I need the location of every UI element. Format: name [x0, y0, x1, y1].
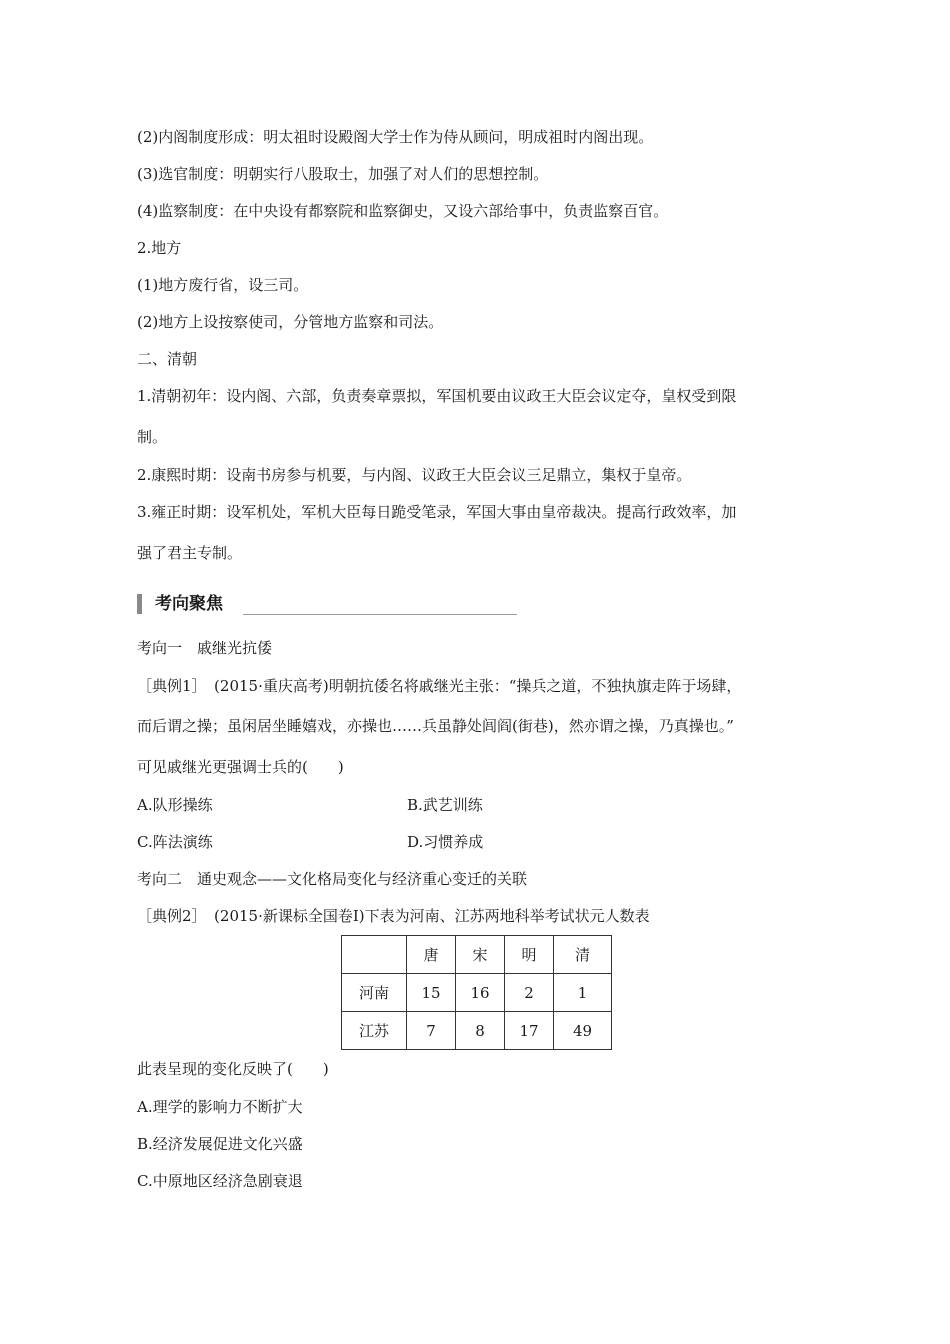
example-2-option-a: A.理学的影响力不断扩大 [137, 1098, 303, 1116]
ming-central-item-3: (3)选官制度：明朝实行八股取士，加强了对人们的思想控制。 [137, 165, 549, 183]
table-cell: 1 [554, 974, 612, 1012]
table-cell: 15 [407, 974, 456, 1012]
section-underline [243, 614, 517, 615]
table-row-label: 江苏 [342, 1012, 407, 1050]
ming-local-heading: 2.地方 [137, 239, 182, 257]
example-2-line-1: ［典例2］ (2015·新课标全国卷Ⅰ)下表为河南、江苏两地科举考试状元人数表 [137, 907, 650, 925]
ming-local-item-2: (2)地方上设按察使司，分管地方监察和司法。 [137, 313, 444, 331]
example-2-option-c: C.中原地区经济急剧衰退 [137, 1172, 303, 1190]
example-1-option-c: C.阵法演练 [137, 833, 213, 851]
direction-1-heading: 考向一 戚继光抗倭 [137, 639, 273, 657]
table-cell: 49 [554, 1012, 612, 1050]
example-2-option-b: B.经济发展促进文化兴盛 [137, 1135, 303, 1153]
direction-2-heading: 考向二 通史观念——文化格局变化与经济重心变迁的关联 [137, 870, 528, 888]
table-header-row [342, 936, 612, 974]
ming-local-item-1: (1)地方废行省，设三司。 [137, 276, 309, 294]
example-1-option-a: A.队形操练 [137, 796, 213, 814]
table-row [342, 974, 612, 1012]
example-1-line-1: ［典例1］ (2015·重庆高考)明朝抗倭名将戚继光主张：“操兵之道，不独执旗走阵于场肆， [137, 677, 742, 695]
zhuangyuan-count-table [341, 935, 612, 1050]
table-header-cell: 明 [505, 936, 554, 974]
table-header-cell: 宋 [456, 936, 505, 974]
example-2-line-2: 此表呈现的变化反映了( ) [137, 1060, 329, 1078]
qing-item-3-line-2: 强了君主专制。 [137, 544, 243, 562]
section-marker-bar [137, 594, 142, 614]
table-header-cell [342, 936, 407, 974]
example-1-line-2: 而后谓之操；虽闲居坐睡嬉戏，亦操也……兵虽静处闾阎(街巷)，然亦谓之操，乃真操也。” [137, 717, 734, 735]
ming-central-item-4: (4)监察制度：在中央设有都察院和监察御史，又设六部给事中，负责监察百官。 [137, 202, 669, 220]
table-cell: 8 [456, 1012, 505, 1050]
qing-item-1-line-1: 1.清朝初年：设内阁、六部，负责奏章票拟，军国机要由议政王大臣会议定夺，皇权受到限 [137, 387, 737, 405]
table-cell: 7 [407, 1012, 456, 1050]
focus-section-header [137, 592, 517, 616]
qing-item-2: 2.康熙时期：设南书房参与机要，与内阁、议政王大臣会议三足鼎立，集权于皇帝。 [137, 466, 692, 484]
qing-item-1-line-2: 制。 [137, 428, 168, 446]
example-1-option-b: B.武艺训练 [407, 796, 483, 814]
example-1-option-d: D.习惯养成 [407, 833, 484, 851]
qing-heading: 二、清朝 [137, 350, 198, 368]
qing-item-3-line-1: 3.雍正时期：设军机处，军机大臣每日跪受笔录，军国大事由皇帝裁决。提高行政效率，加 [137, 503, 737, 521]
table-cell: 2 [505, 974, 554, 1012]
table-row [342, 1012, 612, 1050]
table-row-label: 河南 [342, 974, 407, 1012]
table-header-cell: 清 [554, 936, 612, 974]
table-cell: 16 [456, 974, 505, 1012]
table-cell: 17 [505, 1012, 554, 1050]
ming-central-item-2: (2)内阁制度形成：明太祖时设殿阁大学士作为侍从顾问，明成祖时内阁出现。 [137, 128, 654, 146]
focus-section-title: 考向聚焦 [155, 594, 223, 614]
example-1-line-3: 可见戚继光更强调士兵的( ) [137, 758, 344, 776]
table-header-cell: 唐 [407, 936, 456, 974]
